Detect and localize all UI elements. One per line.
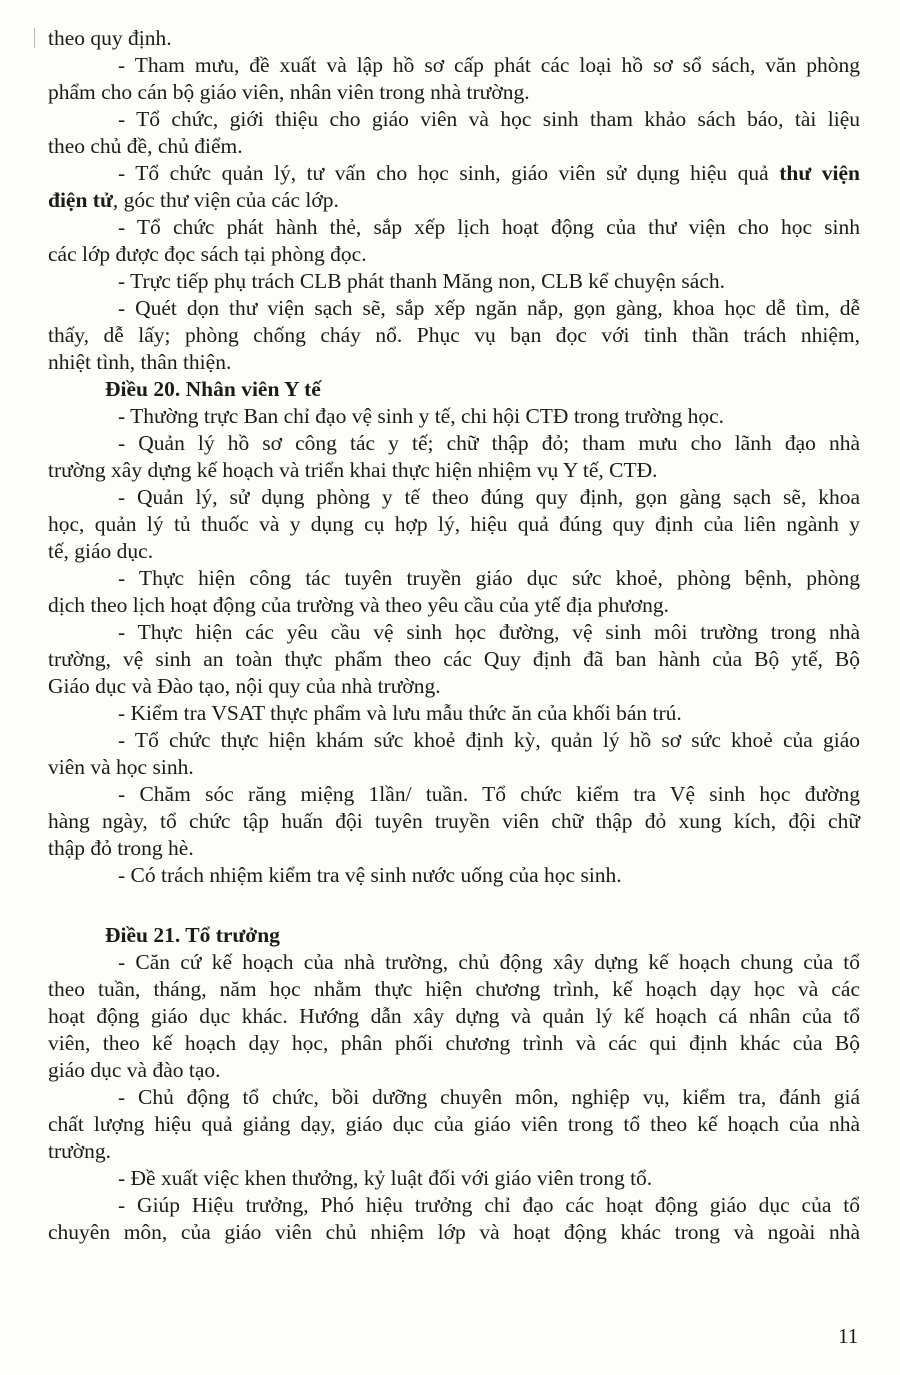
text-line: - Chăm sóc răng miệng 1lần/ tuần. Tổ chức kiểm tra Vệ sinh học đường bbox=[118, 782, 860, 806]
text-line: - Giúp Hiệu trưởng, Phó hiệu trưởng chỉ đạo các hoạt động giáo dục của tổ bbox=[118, 1193, 860, 1217]
paragraph bbox=[48, 25, 860, 52]
paragraph bbox=[48, 1165, 860, 1192]
text-line: - Có trách nhiệm kiểm tra vệ sinh nước uống của học sinh. bbox=[118, 863, 622, 887]
article-heading: Điều 21. Tổ trưởng bbox=[105, 923, 280, 947]
text-line: - Đề xuất việc khen thưởng, kỷ luật đối với giáo viên trong tổ. bbox=[118, 1166, 653, 1190]
text-segment: , góc thư viện của các lớp. bbox=[112, 188, 339, 212]
paragraph bbox=[48, 949, 860, 1084]
paragraph bbox=[48, 700, 860, 727]
text-line: trường. bbox=[48, 1139, 112, 1163]
text-line: trường, vệ sinh an toàn thực phẩm theo các Quy định đã ban hành của Bộ ytế, Bộ bbox=[48, 647, 860, 671]
text-line: viên, theo kế hoạch dạy học, phân phối chương trình và các qui định khác của Bộ bbox=[48, 1031, 860, 1055]
text-line: - Thực hiện công tác tuyên truyền giáo dục sức khoẻ, phòng bệnh, phòng bbox=[118, 566, 860, 590]
text-line: - Tổ chức thực hiện khám sức khoẻ định kỳ, quản lý hồ sơ sức khoẻ của giáo bbox=[118, 728, 860, 752]
paragraph bbox=[48, 1192, 860, 1246]
paragraph bbox=[48, 619, 860, 700]
text-line: - Tổ chức phát hành thẻ, sắp xếp lịch hoạt động của thư viện cho học sinh bbox=[118, 215, 860, 239]
text-line: - Trực tiếp phụ trách CLB phát thanh Măng non, CLB kể chuyện sách. bbox=[118, 269, 725, 293]
text-line: - Thực hiện các yêu cầu vệ sinh học đường, vệ sinh môi trường trong nhà bbox=[118, 620, 860, 644]
article-heading: Điều 20. Nhân viên Y tế bbox=[105, 377, 321, 401]
text-line: Giáo dục và Đào tạo, nội quy của nhà trường. bbox=[48, 674, 441, 698]
paragraph bbox=[48, 781, 860, 862]
text-line: giáo dục và đào tạo. bbox=[48, 1058, 221, 1082]
bold-text: điện tử bbox=[48, 188, 113, 212]
paragraph bbox=[48, 214, 860, 268]
text-line bbox=[48, 160, 860, 187]
text-line: - Thường trực Ban chỉ đạo vệ sinh y tế, chi hội CTĐ trong trường học. bbox=[118, 404, 725, 428]
text-line: viên và học sinh. bbox=[48, 755, 194, 779]
paragraph bbox=[48, 1084, 860, 1165]
text-line: học, quản lý tủ thuốc và y dụng cụ hợp lý, hiệu quả đúng quy định của liên ngành y bbox=[48, 512, 860, 536]
text-line: chuyên môn, của giáo viên chủ nhiệm lớp và hoạt động khác trong và ngoài nhà bbox=[48, 1220, 860, 1244]
scan-margin-mark bbox=[34, 28, 35, 48]
text-line: theo tuần, tháng, năm học nhằm thực hiện chương trình, kế hoạch dạy học và các bbox=[48, 977, 860, 1001]
paragraph bbox=[48, 106, 860, 160]
text-line bbox=[48, 187, 860, 214]
text-line: nhiệt tình, thân thiện. bbox=[48, 350, 232, 374]
text-line: tế, giáo dục. bbox=[48, 539, 154, 563]
text-line: hàng ngày, tổ chức tập huấn đội tuyên truyền viên chữ thập đỏ xung kích, đội chữ bbox=[48, 809, 860, 833]
text-line: các lớp được đọc sách tại phòng đọc. bbox=[48, 242, 367, 266]
text-line: - Tham mưu, đề xuất và lập hồ sơ cấp phát các loại hồ sơ sổ sách, văn phòng bbox=[118, 53, 860, 77]
text-line: - Quản lý, sử dụng phòng y tế theo đúng quy định, gọn gàng sạch sẽ, khoa bbox=[118, 485, 860, 509]
bold-text: thư viện bbox=[779, 161, 860, 185]
text-line: - Căn cứ kế hoạch của nhà trường, chủ động xây dựng kế hoạch chung của tổ bbox=[118, 950, 860, 974]
paragraph bbox=[48, 862, 860, 889]
text-line: thập đỏ trong hè. bbox=[48, 836, 194, 860]
text-line: thấy, dễ lấy; phòng chống cháy nổ. Phục vụ bạn đọc với tinh thần trách nhiệm, bbox=[48, 323, 860, 347]
text-line: chất lượng hiệu quả giảng dạy, giáo dục của giáo viên trong tổ theo kế hoạch của nhà bbox=[48, 1112, 860, 1136]
section-spacer bbox=[48, 889, 860, 922]
paragraph bbox=[48, 295, 860, 376]
text-line: trường xây dựng kế hoạch và triển khai thực hiện nhiệm vụ Y tế, CTĐ. bbox=[48, 458, 658, 482]
text-line: - Quét dọn thư viện sạch sẽ, sắp xếp ngăn nắp, gọn gàng, khoa học dễ tìm, dễ bbox=[118, 296, 860, 320]
paragraph bbox=[48, 160, 860, 214]
paragraph bbox=[48, 565, 860, 619]
document-body bbox=[48, 25, 860, 1246]
text-segment: - Tổ chức quản lý, tư vấn cho học sinh, giáo viên sử dụng hiệu quả bbox=[118, 161, 780, 185]
paragraph bbox=[48, 52, 860, 106]
text-line: - Kiểm tra VSAT thực phẩm và lưu mẫu thức ăn của khối bán trú. bbox=[118, 701, 682, 725]
paragraph bbox=[48, 484, 860, 565]
text-line: - Quản lý hồ sơ công tác y tế; chữ thập đỏ; tham mưu cho lãnh đạo nhà bbox=[118, 431, 860, 455]
text-line: - Tổ chức, giới thiệu cho giáo viên và học sinh tham khảo sách báo, tài liệu bbox=[118, 107, 860, 131]
text-line: hoạt động giáo dục khác. Hướng dẫn xây dựng và quản lý kế hoạch cá nhân của tổ bbox=[48, 1004, 860, 1028]
text-line: phẩm cho cán bộ giáo viên, nhân viên trong nhà trường. bbox=[48, 80, 530, 104]
paragraph bbox=[48, 430, 860, 484]
paragraph bbox=[48, 268, 860, 295]
text-line: - Chủ động tổ chức, bồi dưỡng chuyên môn, nghiệp vụ, kiểm tra, đánh giá bbox=[118, 1085, 860, 1109]
text-line: dịch theo lịch hoạt động của trường và theo yêu cầu của ytế địa phương. bbox=[48, 593, 669, 617]
paragraph bbox=[48, 403, 860, 430]
text-line: theo chủ đề, chủ điểm. bbox=[48, 134, 243, 158]
page-number: 11 bbox=[838, 1324, 859, 1348]
paragraph bbox=[48, 727, 860, 781]
text-line: theo quy định. bbox=[48, 26, 172, 50]
